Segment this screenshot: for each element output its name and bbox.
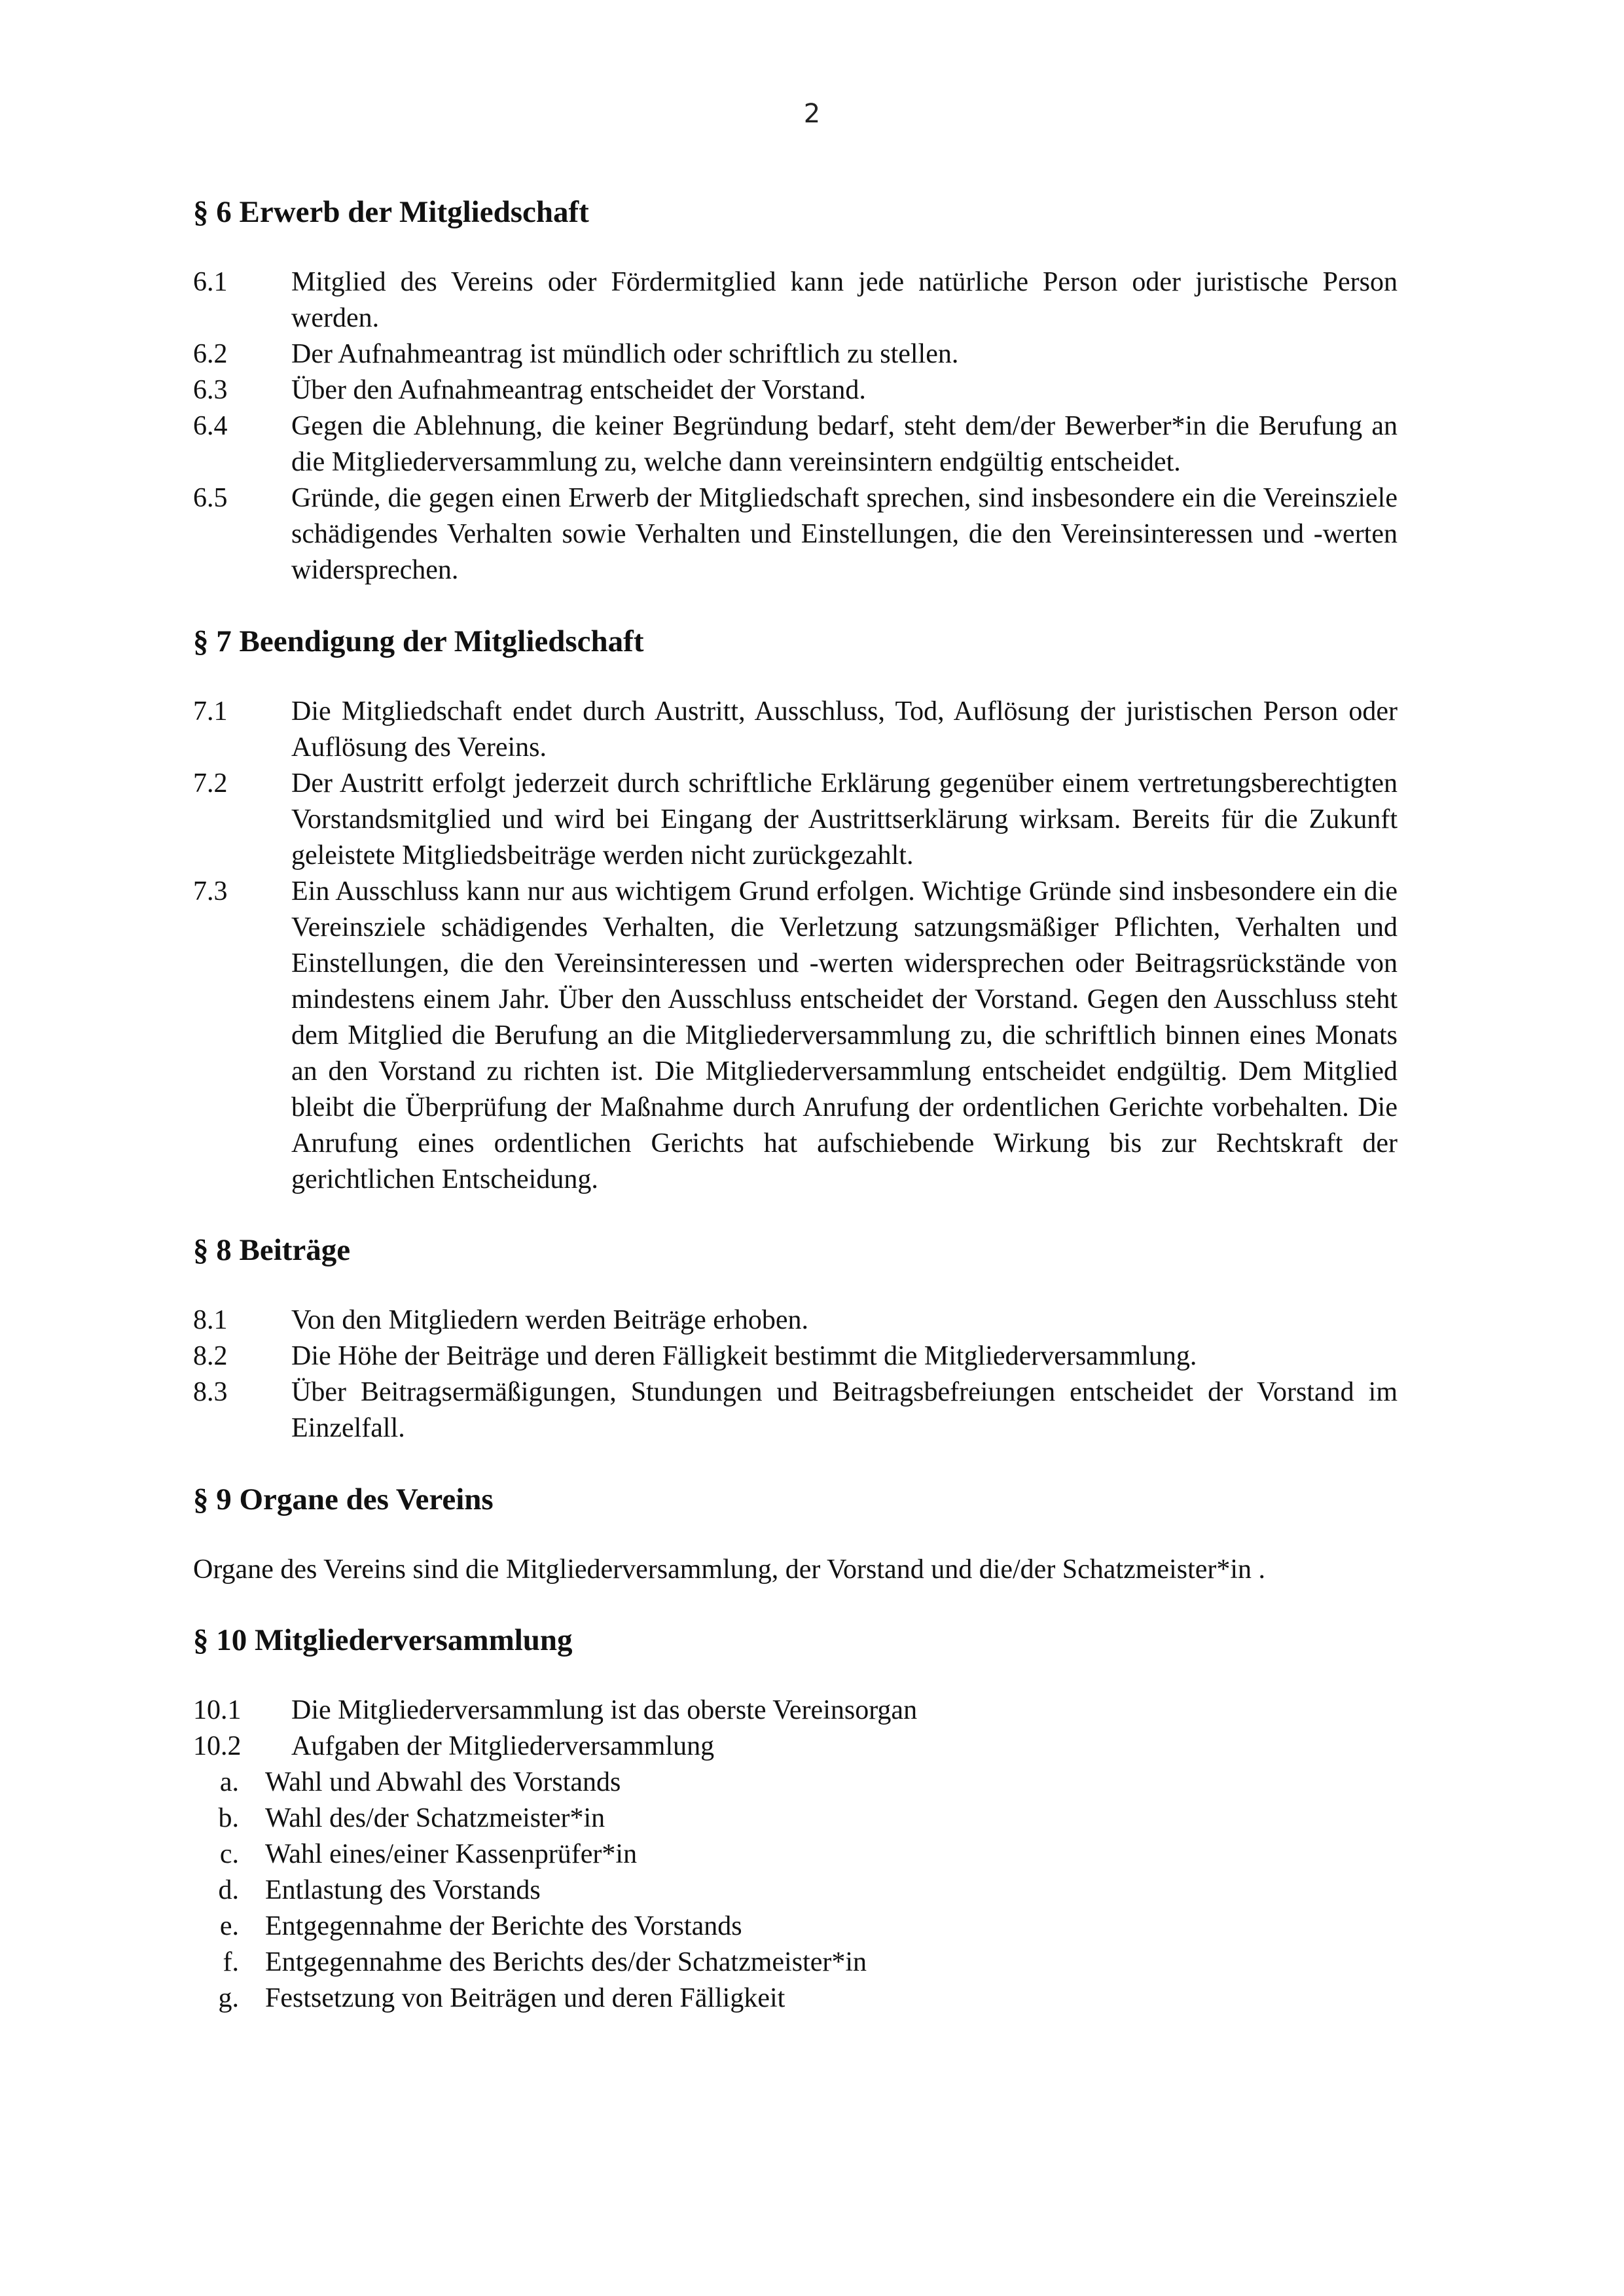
sub-item-text: Wahl eines/einer Kassenprüfer*in — [265, 1839, 638, 1869]
sub-list-item — [193, 1837, 1398, 1873]
sub-list-item — [193, 1909, 1398, 1945]
item-number: 6.1 — [193, 267, 228, 297]
item-number: 6.4 — [193, 411, 228, 441]
section-6 — [193, 194, 1398, 588]
item-list — [193, 264, 1398, 588]
list-item — [193, 336, 1398, 372]
item-text: Die Mitgliederversammlung ist das oberste Vereinsorgan — [291, 1695, 918, 1725]
item-text: Die Mitgliedschaft endet durch Austritt, Ausschluss, Tod, Auflösung der juristischen Person oder Auflösung des Vereins. — [291, 696, 1398, 762]
list-item — [193, 694, 1398, 766]
sub-item-letter: d. — [218, 1875, 239, 1905]
sub-item-text: Entlastung des Vorstands — [265, 1875, 541, 1905]
item-number: 10.1 — [193, 1695, 242, 1725]
item-number: 8.2 — [193, 1341, 228, 1371]
item-text: Aufgaben der Mitgliederversammlung — [291, 1731, 715, 1761]
list-item — [193, 1302, 1398, 1338]
list-item — [193, 1693, 1398, 1729]
section-7 — [193, 623, 1398, 1198]
item-list — [193, 1302, 1398, 1446]
item-list — [193, 694, 1398, 1198]
section-9 — [193, 1481, 1398, 1588]
sub-item-letter: b. — [218, 1803, 239, 1833]
section-title: § 10 Mitgliederversammlung — [193, 1623, 573, 1657]
sub-item-text: Festsetzung von Beiträgen und deren Fälligkeit — [265, 1983, 785, 2013]
list-item — [193, 408, 1398, 480]
item-list — [193, 1693, 1398, 2017]
sub-item-text: Entgegennahme des Berichts des/der Schatzmeister*in — [265, 1947, 867, 1977]
sub-list-item — [193, 1801, 1398, 1837]
section-8 — [193, 1232, 1398, 1446]
section-title: § 8 Beiträge — [193, 1233, 351, 1267]
item-text: Ein Ausschluss kann nur aus wichtigem Grund erfolgen. Wichtige Gründe sind insbesondere ein die Vereinsziele schädigendes Verhalten, die Verletzung satzungsmäßiger Pflichten, Verhalten und Einstellungen, die den Vereinsinteressen und -werten widersprechen oder Beitragsrückstände von mindestens einem Jahr. Über den Ausschluss entscheidet der Vorstand. Gegen den Ausschluss steht dem Mitglied die Berufung an die Mitgliederversammlung zu, die schriftlich binnen eines Monats an den Vorstand zu richten ist. Die Mitgliederversammlung entscheidet endgültig. Dem Mitglied bleibt die Überprüfung der Maßnahme durch Anrufung der ordentlichen Gerichte vorbehalten. Die Anrufung eines ordentlichen Gerichts hat aufschiebende Wirkung bis zur Rechtskraft der gerichtlichen Entscheidung. — [291, 876, 1398, 1194]
section-title: § 7 Beendigung der Mitgliedschaft — [193, 624, 644, 658]
list-item — [193, 372, 1398, 408]
list-item — [193, 874, 1398, 1198]
sub-item-letter: g. — [218, 1983, 239, 2013]
page-number: 2 — [803, 99, 821, 129]
list-item — [193, 1338, 1398, 1374]
sub-item-text: Entgegennahme der Berichte des Vorstands — [265, 1911, 742, 1941]
sub-list-item — [193, 1981, 1398, 2017]
item-number: 6.5 — [193, 483, 228, 513]
item-number: 10.2 — [193, 1731, 242, 1761]
item-number: 7.2 — [193, 768, 228, 798]
item-text: Der Aufnahmeantrag ist mündlich oder schriftlich zu stellen. — [291, 339, 959, 369]
item-text: Der Austritt erfolgt jederzeit durch schriftliche Erklärung gegenüber einem vertretungsberechtigten Vorstandsmitglied und wird bei Eingang der Austrittserklärung wirksam. Bereits für die Zukunft geleistete Mitgliedsbeiträge werden nicht zurückgezahlt. — [291, 768, 1398, 870]
sub-list-item — [193, 1873, 1398, 1909]
document-body — [193, 194, 1398, 2017]
item-number: 8.1 — [193, 1305, 228, 1335]
item-number: 8.3 — [193, 1377, 228, 1407]
item-text: Über den Aufnahmeantrag entscheidet der Vorstand. — [291, 375, 866, 405]
list-item — [193, 1374, 1398, 1446]
sub-item-letter: f. — [223, 1947, 239, 1977]
sub-list-item — [193, 1765, 1398, 1801]
item-number: 6.2 — [193, 339, 228, 369]
sub-item-letter: c. — [219, 1839, 239, 1869]
item-text: Von den Mitgliedern werden Beiträge erhoben. — [291, 1305, 808, 1335]
item-number: 6.3 — [193, 375, 228, 405]
item-number: 7.1 — [193, 696, 228, 726]
item-text: Gegen die Ablehnung, die keiner Begründung bedarf, steht dem/der Bewerber*in die Berufung an die Mitgliederversammlung zu, welche dann vereinsintern endgültig entscheidet. — [291, 411, 1398, 477]
sub-item-text: Wahl des/der Schatzmeister*in — [265, 1803, 605, 1833]
sub-item-text: Wahl und Abwahl des Vorstands — [265, 1767, 621, 1797]
item-text: Über Beitragsermäßigungen, Stundungen und Beitragsbefreiungen entscheidet der Vorstand im Einzelfall. — [291, 1377, 1398, 1443]
list-item — [193, 1729, 1398, 1765]
sub-item-letter: e. — [219, 1911, 239, 1941]
sub-list-item — [193, 1945, 1398, 1981]
list-item — [193, 264, 1398, 336]
item-number: 7.3 — [193, 876, 228, 906]
list-item — [193, 480, 1398, 588]
list-item — [193, 766, 1398, 874]
section-10 — [193, 1622, 1398, 2017]
section-paragraph: Organe des Vereins sind die Mitgliederversammlung, der Vorstand und die/der Schatzmeister*in . — [193, 1554, 1266, 1585]
section-title: § 9 Organe des Vereins — [193, 1482, 494, 1516]
item-text: Gründe, die gegen einen Erwerb der Mitgliedschaft sprechen, sind insbesondere ein die Vereinsziele schädigendes Verhalten sowie Verhalten und Einstellungen, die den Vereinsinteressen und -werten widersprechen. — [291, 483, 1398, 585]
sub-item-letter: a. — [219, 1767, 239, 1797]
item-text: Mitglied des Vereins oder Fördermitglied kann jede natürliche Person oder juristische Person werden. — [291, 267, 1398, 333]
section-title: § 6 Erwerb der Mitgliedschaft — [193, 195, 589, 229]
item-text: Die Höhe der Beiträge und deren Fälligkeit bestimmt die Mitgliederversammlung. — [291, 1341, 1197, 1371]
